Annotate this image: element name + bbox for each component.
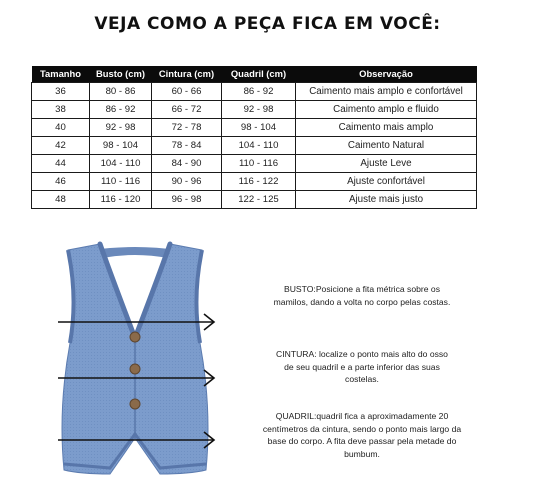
cell-hip: 104 - 110 <box>222 136 296 154</box>
waist-note-line: costelas. <box>345 374 379 384</box>
cell-observation: Ajuste Leve <box>296 154 477 172</box>
bust-note-line: BUSTO:Posicione a fita métrica sobre os <box>283 284 441 294</box>
waist-note <box>238 348 486 386</box>
table-row <box>32 100 477 118</box>
cell-observation: Caimento Natural <box>296 136 477 154</box>
table-row <box>32 154 477 172</box>
table-row <box>32 118 477 136</box>
cell-waist: 84 - 90 <box>152 154 222 172</box>
cell-waist: 90 - 96 <box>152 172 222 190</box>
cell-hip: 98 - 104 <box>222 118 296 136</box>
right-arrow-icon <box>58 312 218 332</box>
bust-note-line: mamilos, dando a volta no corpo pelas costas. <box>273 296 451 307</box>
waist-note-line: CINTURA: localize o ponto mais alto do osso <box>276 349 448 359</box>
hip-note <box>234 410 490 460</box>
cell-bust: 92 - 98 <box>90 118 152 136</box>
cell-waist: 72 - 78 <box>152 118 222 136</box>
right-arrow-icon <box>58 430 218 450</box>
cell-observation: Caimento mais amplo <box>296 118 477 136</box>
waist-note-line: de seu quadril e a parte inferior das suas <box>284 361 440 372</box>
cell-hip: 92 - 98 <box>222 100 296 118</box>
cell-waist: 78 - 84 <box>152 136 222 154</box>
right-arrow-icon <box>58 368 218 388</box>
cell-bust: 104 - 110 <box>90 154 152 172</box>
cell-observation: Caimento mais amplo e confortável <box>296 82 477 100</box>
cell-observation: Ajuste confortável <box>296 172 477 190</box>
cell-waist: 96 - 98 <box>152 190 222 208</box>
cell-hip: 122 - 125 <box>222 190 296 208</box>
hip-note-line: base do corpo. A fita deve passar pela metade do <box>267 436 457 446</box>
header-busto: Busto (cm) <box>90 66 152 82</box>
page-title: VEJA COMO A PEÇA FICA EM VOCÊ: <box>94 14 441 34</box>
cell-hip: 86 - 92 <box>222 82 296 100</box>
cell-size: 42 <box>32 136 90 154</box>
vest-button-icon <box>130 332 140 342</box>
table-header-row <box>32 66 477 82</box>
header-cintura: Cintura (cm) <box>152 66 222 82</box>
cell-hip: 116 - 122 <box>222 172 296 190</box>
bust-note <box>238 283 486 308</box>
table-row <box>32 136 477 154</box>
hip-note-line: bumbum. <box>344 448 380 459</box>
size-table <box>31 66 477 209</box>
table-row <box>32 82 477 100</box>
cell-size: 36 <box>32 82 90 100</box>
cell-hip: 110 - 116 <box>222 154 296 172</box>
header-quadril: Quadril (cm) <box>222 66 296 82</box>
cell-waist: 66 - 72 <box>152 100 222 118</box>
cell-observation: Ajuste mais justo <box>296 190 477 208</box>
cell-waist: 60 - 66 <box>152 82 222 100</box>
cell-bust: 80 - 86 <box>90 82 152 100</box>
cell-observation: Caimento amplo e fluido <box>296 100 477 118</box>
table-row <box>32 190 477 208</box>
hip-note-line: QUADRIL:quadril fica a aproximadamente 20 <box>275 411 449 421</box>
cell-size: 38 <box>32 100 90 118</box>
cell-bust: 86 - 92 <box>90 100 152 118</box>
cell-bust: 116 - 120 <box>90 190 152 208</box>
header-observacao: Observação <box>296 66 477 82</box>
header-tamanho: Tamanho <box>32 66 90 82</box>
cell-size: 46 <box>32 172 90 190</box>
hip-note-line: centímetros da cintura, sendo o ponto mais largo da <box>262 423 462 434</box>
cell-bust: 98 - 104 <box>90 136 152 154</box>
vest-button-icon <box>130 399 140 409</box>
cell-bust: 110 - 116 <box>90 172 152 190</box>
table-row <box>32 172 477 190</box>
cell-size: 44 <box>32 154 90 172</box>
cell-size: 48 <box>32 190 90 208</box>
cell-size: 40 <box>32 118 90 136</box>
